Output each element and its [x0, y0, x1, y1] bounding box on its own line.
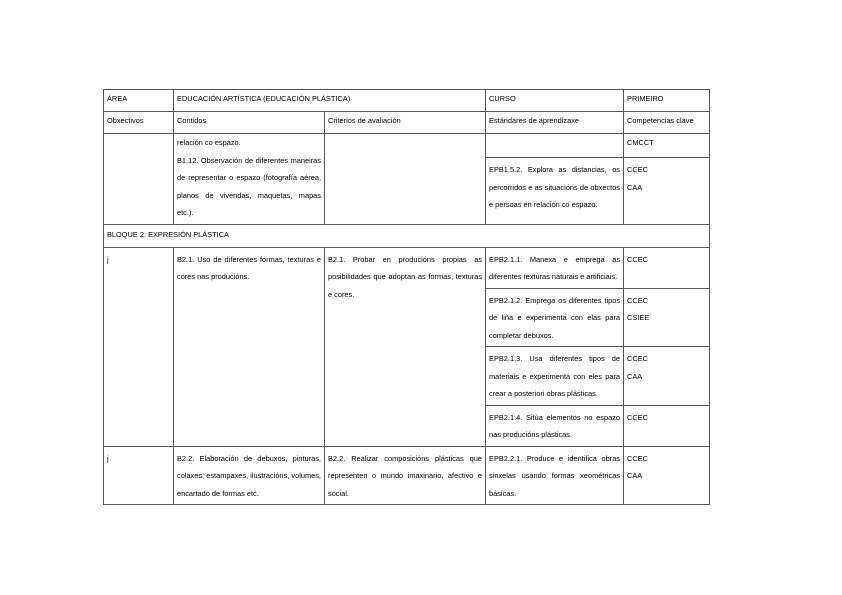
bloque-row	[104, 224, 710, 247]
col-estandares: Estándares de aprendizaxe	[486, 112, 624, 134]
competencias-cell	[624, 134, 710, 158]
competencia-value: CCEC	[627, 354, 648, 363]
header-row	[104, 90, 710, 112]
obxectivos-cell: j	[104, 446, 174, 505]
col-criterios: Criterios de avaliación	[325, 112, 486, 134]
table-row	[104, 134, 710, 158]
table-row	[104, 446, 710, 505]
area-value: EDUCACIÓN ARTÍSTICA (EDUCACIÓN PLÁSTICA)	[174, 90, 486, 112]
competencias-cell	[624, 446, 710, 505]
competencia-value: CCEC	[627, 165, 648, 174]
estandar-cell	[486, 134, 624, 158]
contidos-cell	[174, 134, 325, 225]
contidos-continuation: relación co espazo.	[177, 138, 241, 147]
estandar-cell: EPB2.1.4. Sitúa elementos no espazo nas producións plásticas.	[486, 405, 624, 446]
estandar-cell: EPB2.1.2. Emprega os diferentes tipos de liña e experimenta con elas para completar debuxos.	[486, 288, 624, 347]
curso-value: PRIMEIRO	[624, 90, 710, 112]
competencia-value: CMCCT	[627, 138, 654, 147]
table-row	[104, 247, 710, 288]
criterios-cell: B2.1. Probar en producións propias as posibilidades que adoptan as formas, texturas e cores.	[325, 247, 486, 446]
competencias-cell	[624, 405, 710, 446]
estandar-cell: EPB2.2.1. Produce e identifica obras sinxelas usando formas xeométricas básicas.	[486, 446, 624, 505]
area-label: ÁREA	[104, 90, 174, 112]
competencia-value: CCEC	[627, 254, 648, 264]
col-contidos: Contidos	[174, 112, 325, 134]
competencia-value: CAA	[627, 371, 643, 381]
col-competencias: Competencias clave	[624, 112, 710, 134]
curriculum-table	[103, 89, 710, 505]
column-header-row	[104, 112, 710, 134]
competencias-cell	[624, 247, 710, 288]
estandar-cell: EPB2.1.3. Usa diferentes tipos de materiais e experimenta con eles para crear a posteriori obras plásticas.	[486, 347, 624, 406]
competencias-cell	[624, 158, 710, 225]
obxectivos-cell	[104, 134, 174, 225]
competencia-value: CCEC	[627, 295, 648, 305]
competencia-value: CAA	[627, 182, 643, 192]
estandar-cell: EPB2.1.1. Manexa e emprega as diferentes texturas naturais e artificiais.	[486, 247, 624, 288]
estandar-cell: EPB1.5.2. Explora as distancias, os percorridos e as situacións de obxectos e persoas en relación co espazo.	[486, 158, 624, 225]
competencia-value: CCEC	[627, 453, 648, 463]
col-obxectivos: Obxectivos	[104, 112, 174, 134]
competencias-cell	[624, 347, 710, 406]
contidos-cell: B2.2. Elaboración de debuxos, pinturas, colaxes, estampaxes, ilustracións, volumes, encartado de formas etc.	[174, 446, 325, 505]
curso-label: CURSO	[486, 90, 624, 112]
competencias-cell	[624, 288, 710, 347]
bloque-title: BLOQUE 2. EXPRESIÓN PLÁSTICA	[104, 224, 710, 247]
contidos-item: B1.12. Observación de diferentes maneiras de representar o espazo (fotografía aérea, planos de vivendas, maquetas, mapas etc.).	[177, 155, 321, 217]
obxectivos-cell: j	[104, 247, 174, 446]
competencia-value: CCEC	[627, 412, 648, 422]
criterios-cell: B2.2. Realizar composicións plásticas que representen o mundo imaxinario, afectivo e social.	[325, 446, 486, 505]
criterios-cell	[325, 134, 486, 225]
competencia-value: CSIEE	[627, 313, 650, 322]
contidos-cell: B2.1. Uso de diferentes formas, texturas e cores nas producións.	[174, 247, 325, 446]
competencia-value: CAA	[627, 471, 643, 480]
